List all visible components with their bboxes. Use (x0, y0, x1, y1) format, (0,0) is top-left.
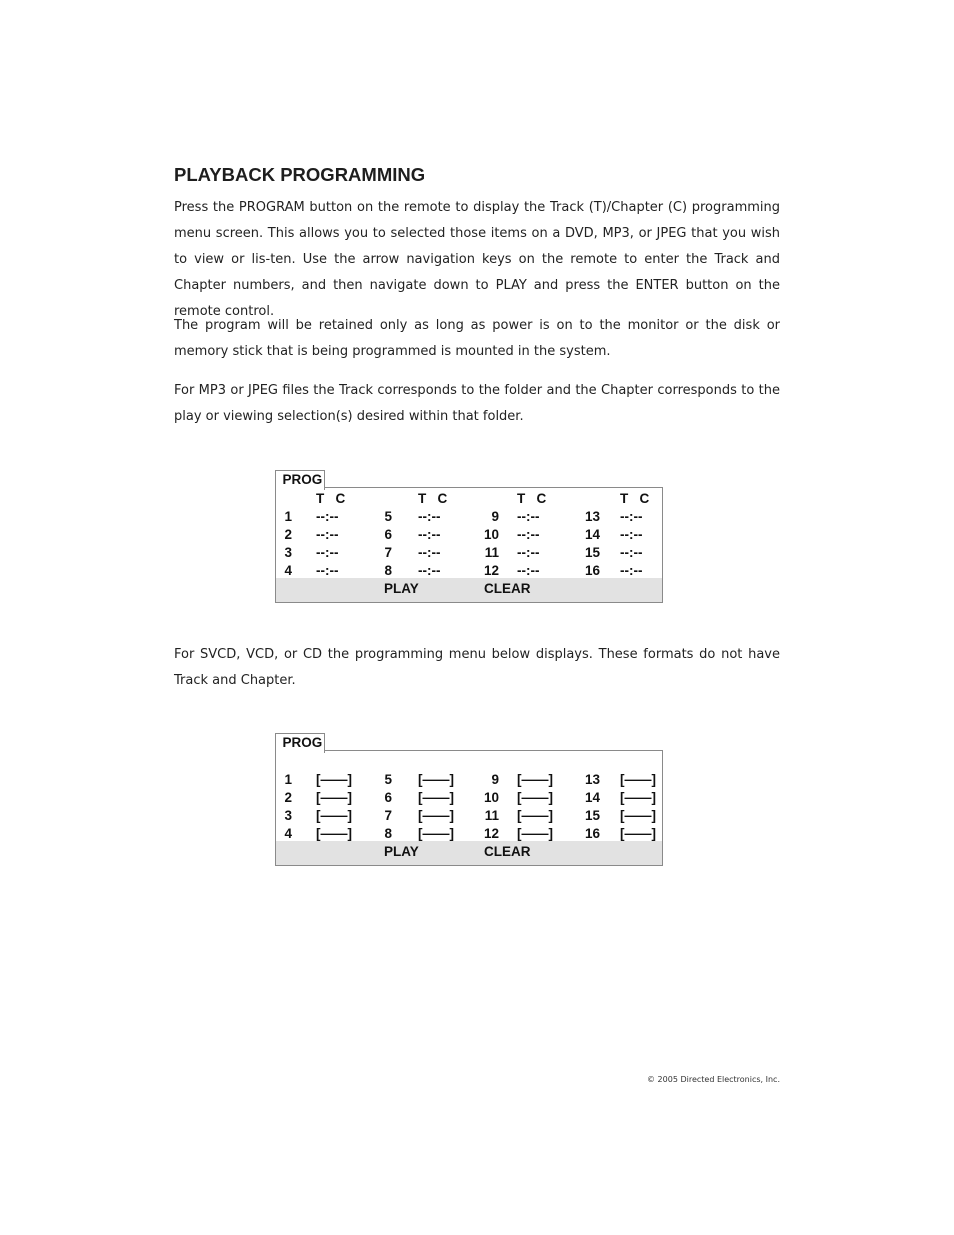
slot-number: 2 (284, 527, 292, 542)
svcd-paragraph: For SVCD, VCD, or CD the programming menu below displays. These formats do not have Track and Chapter. (174, 647, 780, 688)
slot-entry[interactable]: [——] (418, 826, 454, 841)
column-header-row (276, 490, 662, 508)
play-button[interactable]: PLAY (384, 844, 419, 859)
slot-entry[interactable]: --:-- (517, 545, 540, 560)
slot-entry[interactable]: --:-- (517, 509, 540, 524)
program-row (276, 544, 662, 562)
slot-number: 8 (384, 826, 392, 841)
slot-number: 13 (584, 772, 600, 787)
slot-number: 1 (284, 772, 292, 787)
slot-entry[interactable]: [——] (418, 790, 454, 805)
slot-number: 6 (384, 790, 392, 805)
slot-number: 7 (384, 808, 392, 823)
slot-number: 11 (484, 545, 499, 560)
program-row (276, 807, 662, 825)
section-heading: PLAYBACK PROGRAMMING (174, 164, 426, 185)
slot-number: 15 (584, 808, 600, 823)
slot-entry[interactable]: [——] (517, 772, 553, 787)
slot-entry[interactable]: --:-- (620, 545, 643, 560)
prog-tab: PROG (275, 470, 325, 490)
slot-number: 16 (584, 826, 600, 841)
slot-entry[interactable]: --:-- (316, 509, 339, 524)
slot-number: 7 (384, 545, 392, 560)
slot-number: 12 (483, 563, 499, 578)
play-button[interactable]: PLAY (384, 581, 419, 596)
menu-action-bar (276, 578, 662, 602)
slot-entry[interactable]: --:-- (418, 563, 441, 578)
slot-number: 3 (284, 808, 292, 823)
menu-action-bar (276, 841, 662, 865)
slot-number: 8 (384, 563, 392, 578)
track-chapter-header: T C (620, 491, 650, 506)
program-row (276, 508, 662, 526)
slot-entry[interactable]: --:-- (620, 509, 643, 524)
slot-entry[interactable]: --:-- (517, 563, 540, 578)
slot-entry[interactable]: [——] (620, 808, 656, 823)
slot-number: 15 (584, 545, 600, 560)
slot-entry[interactable]: --:-- (418, 509, 441, 524)
slot-entry[interactable]: [——] (517, 790, 553, 805)
slot-number: 3 (284, 545, 292, 560)
slot-entry[interactable]: --:-- (517, 527, 540, 542)
slot-entry[interactable]: [——] (316, 772, 352, 787)
slot-entry[interactable]: --:-- (418, 527, 441, 542)
retention-paragraph: The program will be retained only as long as power is on to the monitor or the disk or memory stick that is being programmed is mounted in the system. (174, 318, 780, 359)
slot-entry[interactable]: [——] (418, 808, 454, 823)
slot-number: 16 (584, 563, 600, 578)
prog-tab: PROG (275, 733, 325, 753)
slot-entry[interactable]: --:-- (316, 545, 339, 560)
slot-entry[interactable]: [——] (517, 826, 553, 841)
slot-entry[interactable]: [——] (620, 772, 656, 787)
slot-number: 11 (484, 808, 499, 823)
slot-number: 14 (584, 527, 600, 542)
slot-number: 5 (384, 772, 392, 787)
mp3-jpeg-paragraph: For MP3 or JPEG files the Track corresponds to the folder and the Chapter corresponds to the play or viewing selection(s) desired within that folder. (174, 383, 780, 424)
program-row (276, 789, 662, 807)
slot-number: 10 (483, 527, 499, 542)
intro-paragraph: Press the PROGRAM button on the remote to display the Track (T)/Chapter (C) programming menu screen. This allows you to selected those items on a DVD, MP3, or JPEG that you wish to view or lis-ten. Use the arrow navigation keys on the remote to enter the Track and Chapter numbers, and then navigate down to PLAY and press the ENTER button on the remote control. (174, 200, 780, 319)
slot-number: 10 (483, 790, 499, 805)
slot-number: 2 (284, 790, 292, 805)
slot-entry[interactable]: [——] (620, 790, 656, 805)
slot-number: 12 (483, 826, 499, 841)
dvd-program-menu (275, 472, 663, 603)
program-row (276, 526, 662, 544)
slot-entry[interactable]: --:-- (316, 527, 339, 542)
slot-number: 4 (284, 563, 292, 578)
slot-entry[interactable]: --:-- (620, 527, 643, 542)
slot-number: 13 (584, 509, 600, 524)
slot-entry[interactable]: [——] (418, 772, 454, 787)
slot-entry[interactable]: [——] (517, 808, 553, 823)
slot-number: 9 (491, 509, 499, 524)
slot-entry[interactable]: [——] (316, 808, 352, 823)
slot-entry[interactable]: --:-- (316, 563, 339, 578)
track-chapter-header: T C (517, 491, 547, 506)
slot-number: 14 (584, 790, 600, 805)
slot-entry[interactable]: --:-- (620, 563, 643, 578)
slot-entry[interactable]: [——] (316, 826, 352, 841)
cd-program-menu (275, 735, 663, 866)
slot-number: 9 (491, 772, 499, 787)
clear-button[interactable]: CLEAR (484, 581, 531, 596)
slot-number: 6 (384, 527, 392, 542)
copyright-notice: © 2005 Directed Electronics, Inc. (647, 1075, 780, 1084)
clear-button[interactable]: CLEAR (484, 844, 531, 859)
slot-number: 5 (384, 509, 392, 524)
program-row (276, 771, 662, 789)
track-chapter-header: T C (316, 491, 346, 506)
slot-number: 1 (284, 509, 292, 524)
slot-entry[interactable]: --:-- (418, 545, 441, 560)
slot-entry[interactable]: [——] (316, 790, 352, 805)
slot-number: 4 (284, 826, 292, 841)
track-chapter-header: T C (418, 491, 448, 506)
slot-entry[interactable]: [——] (620, 826, 656, 841)
